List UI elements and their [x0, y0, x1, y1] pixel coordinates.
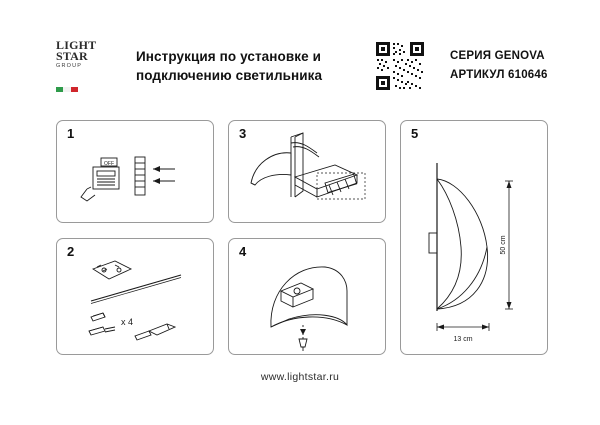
step-1-panel [56, 120, 214, 223]
step-3-panel [228, 120, 386, 223]
article-label: АРТИКУЛ 610646 [450, 69, 548, 81]
step-2-illustration [57, 239, 215, 356]
footer [0, 371, 600, 383]
step-3-number: 3 [239, 126, 247, 141]
logo-line-1: LIGHT [56, 38, 97, 52]
step-4-panel [228, 238, 386, 355]
logo-subtitle: GROUP [56, 63, 83, 69]
step-2-panel [56, 238, 214, 355]
step-3-illustration [229, 121, 387, 224]
step-5-number: 5 [411, 126, 419, 141]
step-2-number: 2 [67, 244, 75, 259]
italian-flag-icon [56, 87, 78, 92]
header [56, 38, 548, 94]
logo-line-2: STAR [56, 49, 88, 63]
title-line-2: подключению светильника [136, 68, 323, 83]
height-dimension-label: 50 cm [500, 235, 507, 255]
step-1-number: 1 [67, 126, 75, 141]
series-label: СЕРИЯ GENOVA [450, 50, 545, 62]
step-1-illustration [57, 121, 215, 224]
title-line-1: Инструкция по установке и [136, 49, 322, 64]
website-url[interactable]: www.lightstar.ru [260, 371, 340, 383]
step-5-panel [400, 120, 548, 355]
step-5-illustration [401, 121, 549, 356]
step-4-number: 4 [239, 244, 247, 259]
switch-off-label: OFF [104, 161, 114, 167]
step-4-illustration [229, 239, 387, 356]
brand-logo [56, 40, 118, 92]
product-info [450, 47, 548, 85]
screw-count-label: x 4 [121, 317, 134, 327]
width-dimension-label: 13 cm [453, 336, 473, 343]
qr-code-icon [374, 40, 426, 92]
document-title [136, 47, 368, 85]
